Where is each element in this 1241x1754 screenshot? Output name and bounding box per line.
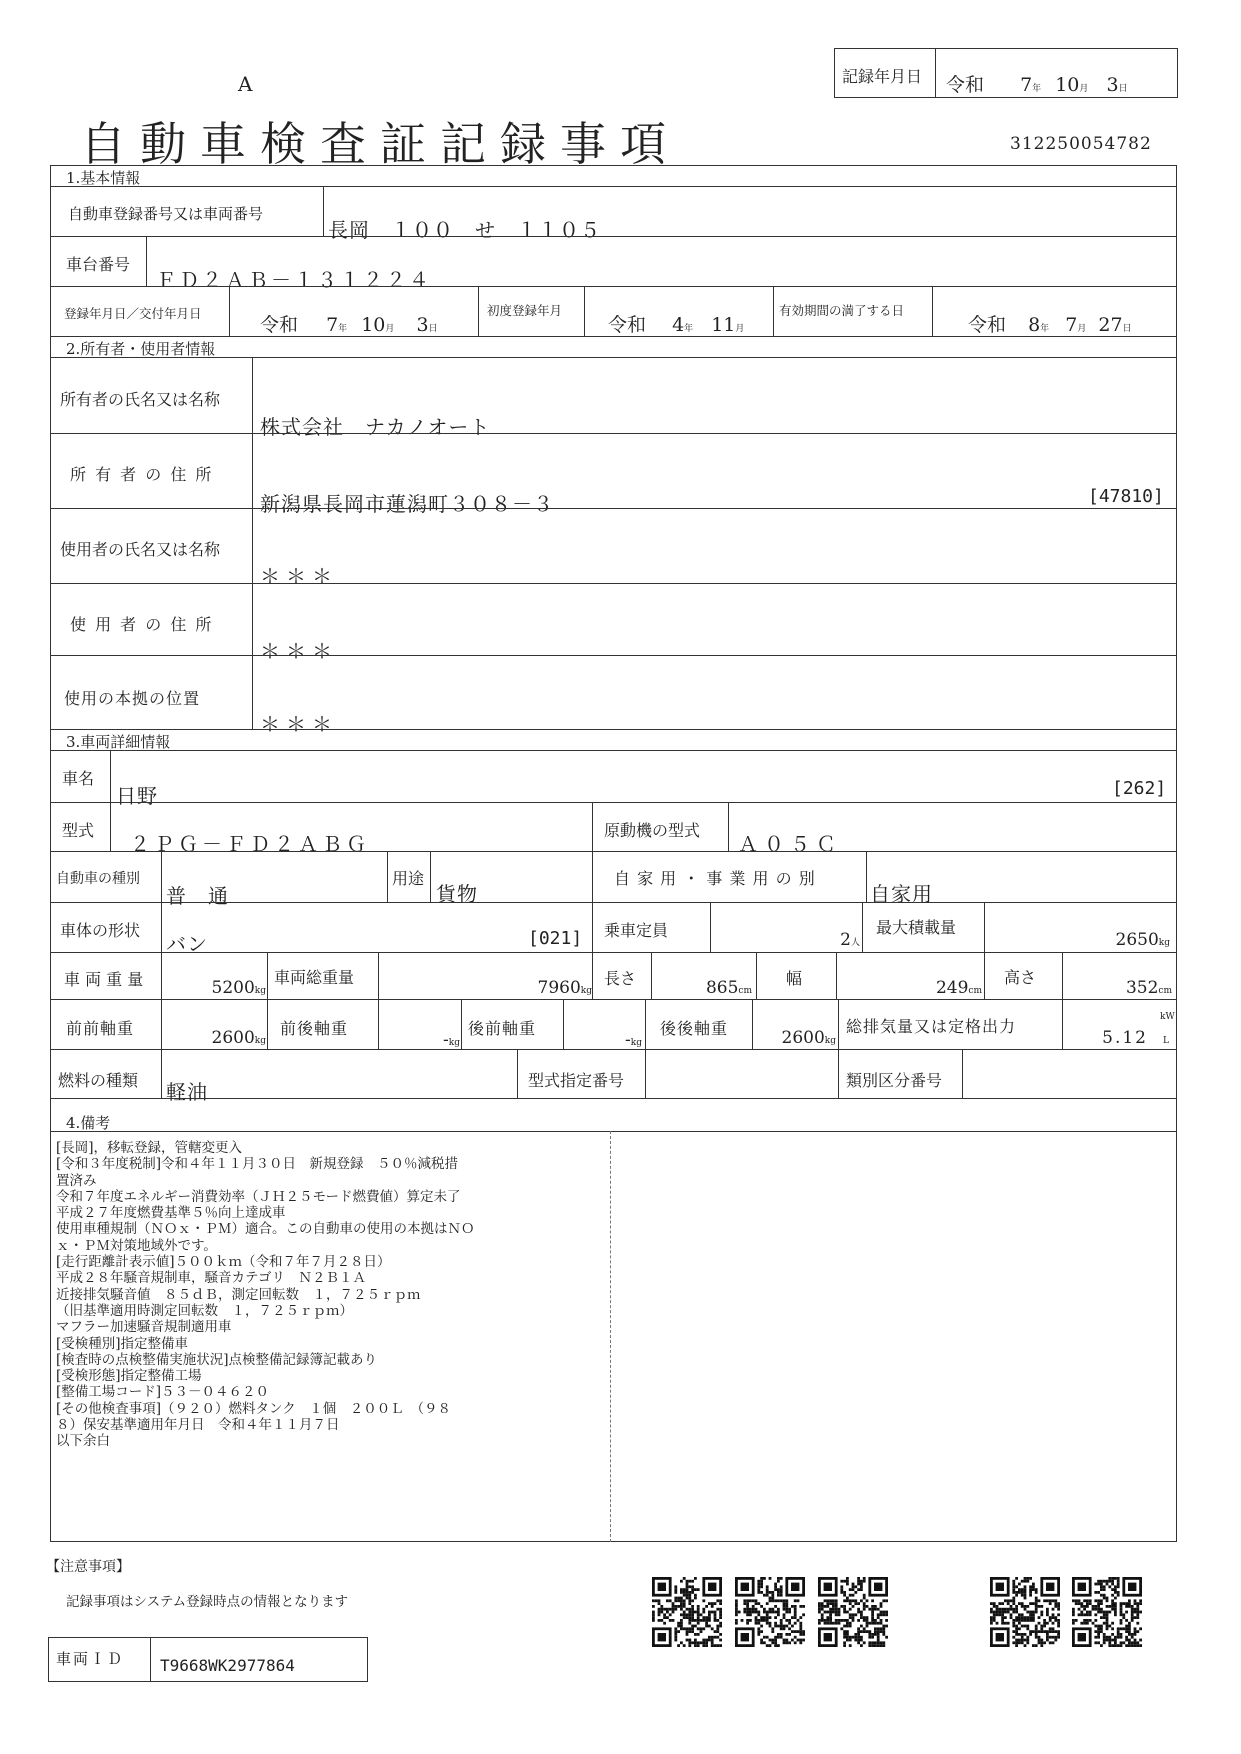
displacement-label: 総排気量又は定格出力	[846, 1017, 1017, 1036]
qr-code-4	[990, 1577, 1060, 1647]
fuel-label: 燃料の種類	[58, 1071, 139, 1090]
use-value: 貨物	[436, 882, 478, 906]
height-label: 高さ	[1004, 968, 1037, 987]
capacity-label: 乗車定員	[604, 921, 669, 940]
type-no-label: 型式指定番号	[528, 1071, 625, 1090]
owner-name-value: 株式会社 ナカノオート	[260, 415, 491, 439]
fr-axle-value: -kg	[443, 1030, 460, 1050]
ff-axle-label: 前前軸重	[66, 1019, 135, 1038]
gross-weight-value: 7960kg	[537, 978, 592, 998]
qr-code-1	[652, 1577, 722, 1647]
record-date-label: 記録年月日	[842, 67, 923, 86]
max-load-value: 2650kg	[1115, 930, 1170, 950]
displacement-value: 5.12	[1102, 1028, 1148, 1048]
chassis-label: 車台番号	[66, 255, 131, 274]
reg-no-label: 自動車登録番号又は車両番号	[68, 205, 264, 223]
qr-code-5	[1072, 1577, 1142, 1647]
fr-axle-label: 前後軸重	[280, 1019, 349, 1038]
capacity-value: 2人	[840, 930, 860, 950]
user-address-value: ＊＊＊	[260, 639, 338, 663]
chassis-value: ＦＤ２ＡＢ－１３１２２４	[156, 268, 432, 292]
kind-label: 自動車の種別	[56, 871, 140, 887]
displacement-unit-kw: kW	[1160, 1012, 1175, 1022]
fuel-value: 軽油	[166, 1080, 208, 1104]
reg-date-label: 登録年月日／交付年月日	[64, 306, 202, 321]
private-label: 自 家 用 ・ 事 業 用 の 別	[614, 869, 816, 888]
user-address-label: 使 用 者 の 住 所	[70, 615, 214, 634]
notice-heading: 【注意事項】	[46, 1559, 130, 1575]
first-reg-value: 令和 4年 11月	[608, 314, 745, 336]
expiry-label: 有効期間の満了する日	[779, 303, 905, 318]
body-value: バン	[166, 932, 208, 956]
engine-value: Ａ０５Ｃ	[738, 832, 842, 856]
section3-heading: 3.車両詳細情報	[66, 733, 171, 751]
class-no-label: 類別区分番号	[846, 1071, 943, 1090]
gross-weight-label: 車両総重量	[274, 968, 355, 987]
notice-text: 記録事項はシステム登録時点の情報となります	[66, 1594, 349, 1610]
remarks-text: [長岡]，移転登録，管轄変更入 [令和３年度税制]令和４年１１月３０日 新規登録 ５０％減税措 置済み 令和７年度エネルギー消費効率（ＪＨ２５モード燃費値）算定未了 平成２７年度燃費基準５％向上達成車 使用車種規制（ＮＯｘ・ＰＭ）適合。この自動車の使用の本拠はＮＯ ｘ・ＰＭ対策地域外です。 [走行距離計表示値]５００ｋｍ（令和７年７月２８日） 平成２８年騒音規制車，騒音カテゴリ Ｎ２Ｂ１Ａ 近接排気騒音値 ８５ｄＢ，測定回転数 １，７２５ｒｐｍ （旧基準適用時測定回転数 １，７２５ｒｐｍ） マフラー加速騒音規制適用車 [受検種別]指定整備車 [検査時の点検整備実施状況]点検整備記録簿記載あり [受検形態]指定整備工場 [整備工場コード]５３－０４６２０ [その他検査事項]（９２０）燃料タンク １個 ２００Ｌ （９８ ８）保安基準適用年月日 令和４年１１月７日 以下余白	[56, 1140, 475, 1450]
qr-code-2	[735, 1577, 805, 1647]
owner-address-value: 新潟県長岡市蓮潟町３０８－３	[260, 492, 554, 516]
owner-name-label: 所有者の氏名又は名称	[60, 390, 221, 409]
weight-value: 5200kg	[211, 978, 266, 998]
kind-value: 普 通	[166, 884, 229, 908]
section1-heading: 1.基本情報	[66, 169, 141, 187]
user-name-value: ＊＊＊	[260, 564, 338, 588]
engine-label: 原動機の型式	[604, 821, 701, 840]
length-value: 865cm	[705, 978, 752, 998]
body-code: [021]	[528, 928, 583, 949]
displacement-unit-l: L	[1163, 1036, 1169, 1046]
maker-code: [262]	[1112, 778, 1167, 799]
model-value: ２ＰＧ－ＦＤ２ＡＢＧ	[130, 832, 370, 856]
height-value: 352cm	[1125, 978, 1172, 998]
section2-heading: 2.所有者・使用者情報	[66, 340, 216, 358]
first-reg-label: 初度登録年月	[487, 303, 563, 318]
expiry-value: 令和 8年 7月 27日	[968, 314, 1132, 336]
section4-heading: 4.備考	[66, 1114, 111, 1132]
document-number: 312250054782	[1010, 134, 1152, 154]
qr-code-3	[818, 1577, 888, 1647]
rr-axle-label: 後後軸重	[660, 1019, 729, 1038]
ff-axle-value: 2600kg	[211, 1028, 266, 1048]
vehicle-id-label: 車両ＩＤ	[56, 1650, 125, 1668]
private-value: 自家用	[870, 882, 933, 906]
length-label: 長さ	[604, 969, 637, 988]
header-letter: A	[238, 72, 253, 96]
vehicle-id-value: T9668WK2977864	[160, 1656, 295, 1675]
record-date-value: 令和 7年 10月 3日	[946, 74, 1128, 96]
max-load-label: 最大積載量	[876, 918, 957, 937]
body-label: 車体の形状	[60, 921, 141, 940]
owner-address-code: [47810]	[1088, 486, 1164, 507]
base-location-value: ＊＊＊	[260, 712, 338, 736]
model-label: 型式	[62, 821, 95, 840]
owner-address-label: 所 有 者 の 住 所	[70, 465, 214, 484]
reg-date-value: 令和 7年 10月 3日	[260, 314, 438, 336]
weight-label: 車 両 重 量	[64, 970, 144, 989]
width-value: 249cm	[935, 978, 982, 998]
width-label: 幅	[786, 969, 803, 988]
base-location-label: 使用の本拠の位置	[64, 689, 201, 708]
maker-label: 車名	[62, 769, 95, 788]
user-name-label: 使用者の氏名又は名称	[60, 540, 221, 559]
remarks-divider	[610, 1131, 611, 1542]
rr-axle-value: 2600kg	[781, 1028, 836, 1048]
rf-axle-label: 後前軸重	[468, 1019, 537, 1038]
reg-no-value: 長岡 １００ せ １１０５	[328, 218, 601, 242]
rf-axle-value: -kg	[625, 1030, 642, 1050]
document-title: 自動車検査証記録事項	[80, 117, 680, 171]
use-label: 用途	[392, 869, 425, 888]
maker-value: 日野	[116, 784, 158, 808]
